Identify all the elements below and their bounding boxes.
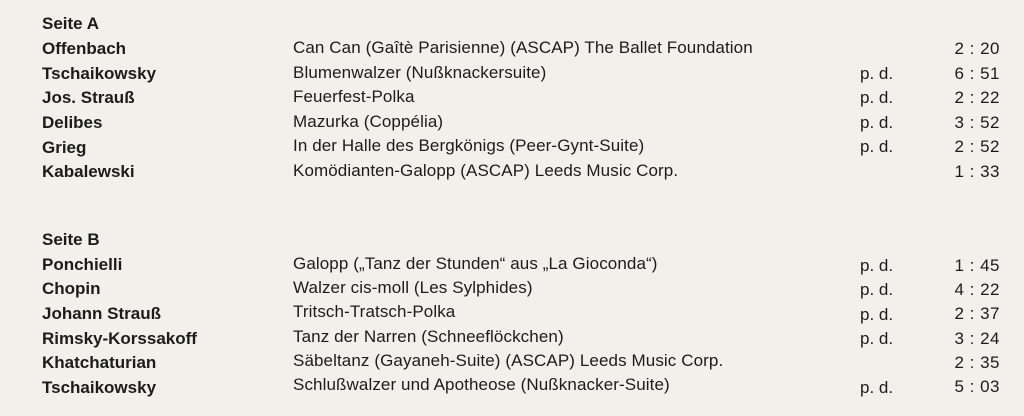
track-title: Can Can (Gaîtè Parisienne) (ASCAP) The Ballet Foundation xyxy=(293,38,753,57)
track-title: Schlußwalzer und Apotheose (Nußknacker-Suite) xyxy=(293,375,670,394)
side-b-heading: Seite B xyxy=(42,230,100,249)
track-composer: Chopin xyxy=(42,279,101,298)
track-duration: 2 : 22 xyxy=(954,88,1000,107)
track-duration: 3 : 24 xyxy=(954,329,1000,348)
track-duration: 2 : 52 xyxy=(954,137,1000,156)
track-title: Tritsch-Tratsch-Polka xyxy=(293,302,456,321)
track-title: Feuerfest-Polka xyxy=(293,87,415,106)
track-duration: 1 : 33 xyxy=(954,162,1000,181)
track-duration: 6 : 51 xyxy=(954,64,1000,83)
track-title: Tanz der Narren (Schneeflöckchen) xyxy=(293,327,564,346)
track-rights: p. d. xyxy=(860,113,894,132)
track-composer: Jos. Strauß xyxy=(42,88,135,107)
track-rights: p. d. xyxy=(860,280,894,299)
track-rights: p. d. xyxy=(860,88,894,107)
track-title: Komödianten-Galopp (ASCAP) Leeds Music Corp. xyxy=(293,161,679,180)
track-duration: 4 : 22 xyxy=(954,280,1000,299)
track-rights: p. d. xyxy=(860,378,894,397)
track-composer: Johann Strauß xyxy=(42,304,162,323)
track-duration: 2 : 37 xyxy=(954,304,1000,323)
track-title: Galopp („Tanz der Stunden“ aus „La Gioconda“) xyxy=(293,254,658,273)
track-duration: 2 : 35 xyxy=(954,353,1000,372)
track-duration: 3 : 52 xyxy=(954,113,1000,132)
track-duration: 2 : 20 xyxy=(954,39,1000,58)
track-duration: 1 : 45 xyxy=(954,256,1000,275)
track-title: In der Halle des Bergkönigs (Peer-Gynt-Suite) xyxy=(293,136,645,155)
track-rights: p. d. xyxy=(860,137,894,156)
track-title: Säbeltanz (Gayaneh-Suite) (ASCAP) Leeds Music Corp. xyxy=(293,351,724,370)
track-composer: Offenbach xyxy=(42,39,127,58)
track-composer: Khatchaturian xyxy=(42,353,157,372)
track-rights: p. d. xyxy=(860,305,894,324)
track-composer: Ponchielli xyxy=(42,255,123,274)
track-composer: Rimsky-Korssakoff xyxy=(42,329,197,348)
track-rights: p. d. xyxy=(860,256,894,275)
track-composer: Tschaikowsky xyxy=(42,378,157,397)
track-composer: Tschaikowsky xyxy=(42,64,157,83)
track-rights: p. d. xyxy=(860,329,894,348)
track-title: Mazurka (Coppélia) xyxy=(293,112,444,131)
track-rights: p. d. xyxy=(860,64,894,83)
track-title: Walzer cis-moll (Les Sylphides) xyxy=(293,278,533,297)
track-composer: Grieg xyxy=(42,138,87,157)
track-duration: 5 : 03 xyxy=(954,377,1000,396)
track-composer: Kabalewski xyxy=(42,162,135,181)
track-title: Blumenwalzer (Nußknackersuite) xyxy=(293,63,547,82)
track-composer: Delibes xyxy=(42,113,103,132)
side-a-heading: Seite A xyxy=(42,14,100,33)
